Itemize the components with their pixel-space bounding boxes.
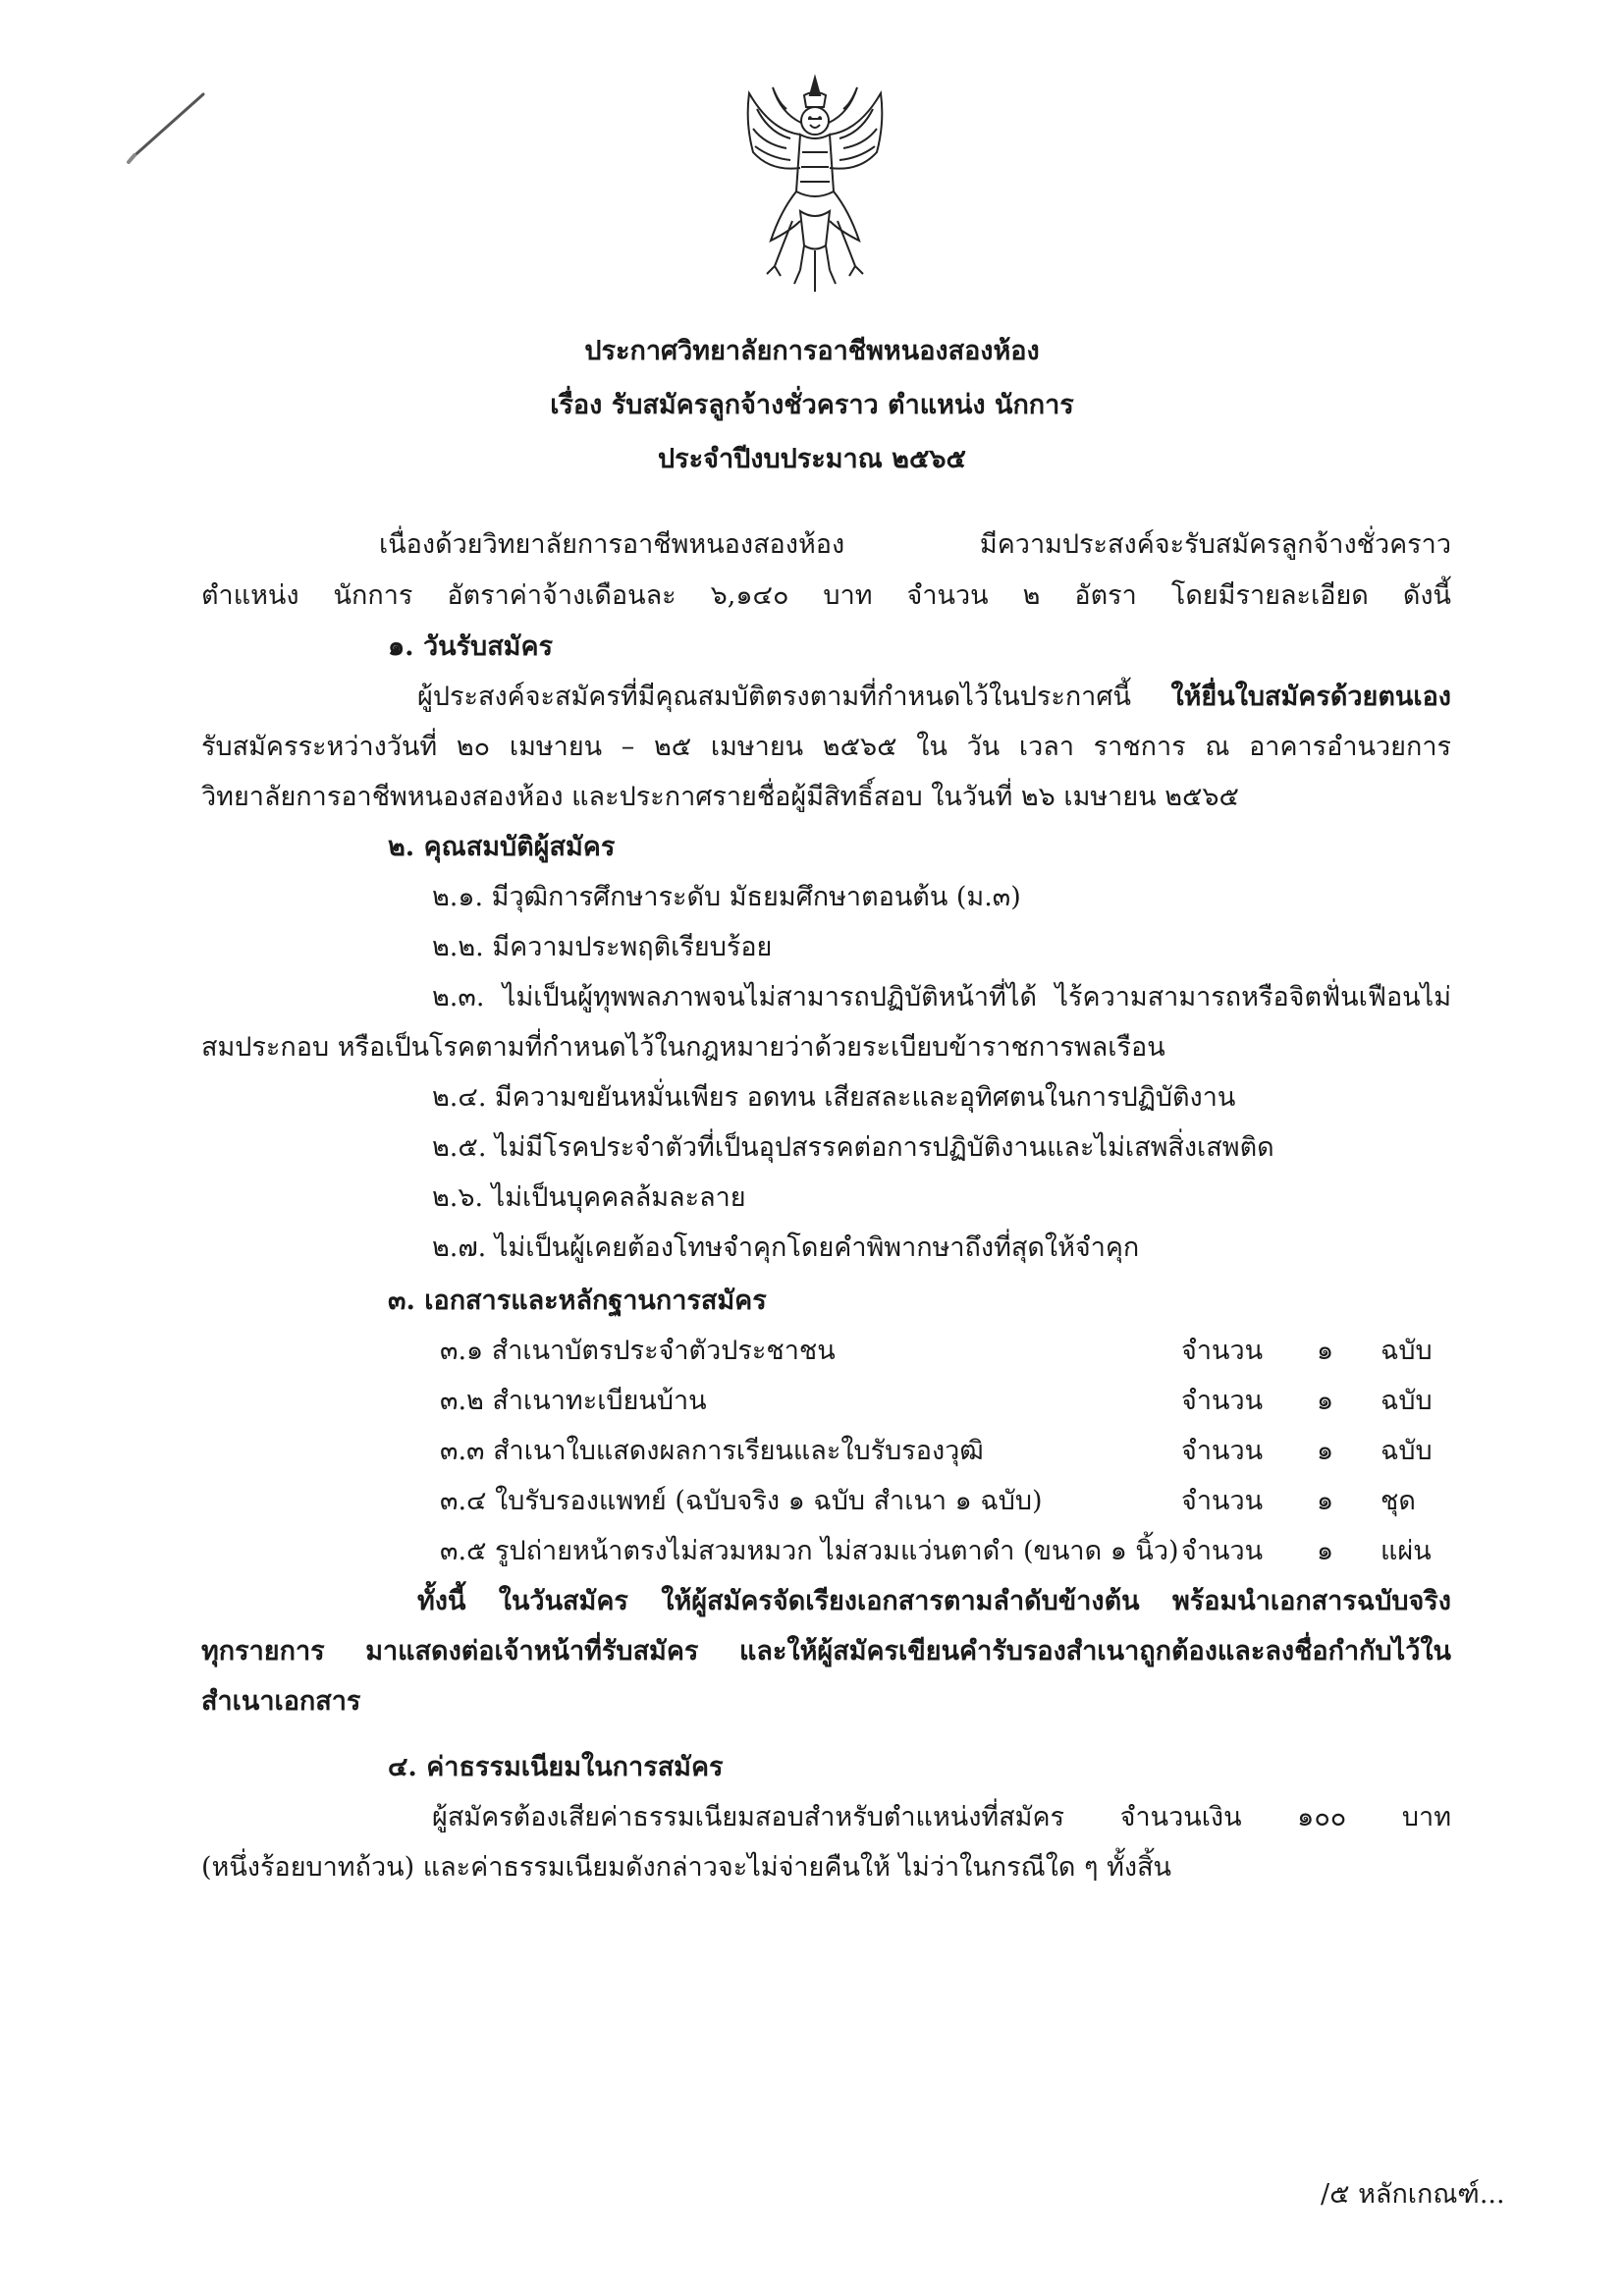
document-unit: แผ่น: [1380, 1536, 1432, 1566]
title-line-2: เรื่อง รับสมัครลูกจ้างชั่วคราว ตำแหน่ง นักการ: [550, 390, 1074, 420]
document-qty: ๑: [1317, 1536, 1334, 1566]
qualification-item-3-line-2: สมประกอบ หรือเป็นโรคตามที่กำหนดไว้ในกฎหมายว่าด้วยระเบียบข้าราชการพลเรือน: [201, 1032, 1165, 1063]
section-3-note-line-3: สำเนาเอกสาร: [201, 1686, 361, 1717]
qualification-item-5: ๒.๕. ไม่มีโรคประจำตัวที่เป็นอุปสรรคต่อการปฏิบัติงานและไม่เสพสิ่งเสพติด: [432, 1132, 1274, 1163]
document-name: ๓.๕ รูปถ่ายหน้าตรงไม่สวมหมวก ไม่สวมแว่นตาดำ (ขนาด ๑ นิ้ว): [440, 1536, 1179, 1566]
garuda-emblem-icon: [731, 74, 898, 300]
section-4-heading: ๔. ค่าธรรมเนียมในการสมัคร: [388, 1752, 724, 1782]
section-3-note-line-1: ทั้งนี้ ในวันสมัคร ให้ผู้สมัครจัดเรียงเอกสารตามลำดับข้างต้น พร้อมนำเอกสารฉบับจริง: [417, 1586, 1451, 1616]
qualification-item-2: ๒.๒. มีความประพฤติเรียบร้อย: [432, 932, 773, 962]
document-name: ๓.๔ ใบรับรองแพทย์ (ฉบับจริง ๑ ฉบับ สำเนา ๑ ฉบับ): [440, 1486, 1043, 1516]
intro-line-2: ตำแหน่ง นักการ อัตราค่าจ้างเดือนละ ๖,๑๔๐ บาท จำนวน ๒ อัตรา โดยมีรายละเอียด ดังนี้: [201, 580, 1451, 611]
document-row: [440, 1532, 1451, 1571]
document-name: ๓.๓ สำเนาใบแสดงผลการเรียนและใบรับรองวุฒิ: [440, 1436, 984, 1466]
qualification-item-4: ๒.๔. มีความขยันหมั่นเพียร อดทน เสียสละและอุทิศตนในการปฏิบัติงาน: [432, 1082, 1236, 1113]
document-name: ๓.๒ สำเนาทะเบียนบ้าน: [440, 1386, 707, 1416]
document-count-label: จำนวน: [1181, 1486, 1264, 1516]
document-count-label: จำนวน: [1181, 1536, 1264, 1566]
section-1-line-1-plain: ผู้ประสงค์จะสมัครที่มีคุณสมบัติตรงตามที่กำหนดไว้ในประกาศนี้: [417, 682, 1171, 712]
document-name: ๓.๑ สำเนาบัตรประจำตัวประชาชน: [440, 1336, 836, 1366]
pen-stroke-mark: [123, 88, 211, 167]
section-3-note-line-2: ทุกรายการ มาแสดงต่อเจ้าหน้าที่รับสมัคร และให้ผู้สมัครเขียนคำรับรองสำเนาถูกต้องและลงชื่อกำกับไว้ใน: [201, 1636, 1451, 1667]
section-1-line-2: รับสมัครระหว่างวันที่ ๒๐ เมษายน – ๒๕ เมษายน ๒๕๖๕ ใน วัน เวลา ราชการ ณ อาคารอำนวยการ: [201, 732, 1451, 762]
document-row: [440, 1332, 1451, 1371]
document-qty: ๑: [1317, 1436, 1334, 1466]
document-count-label: จำนวน: [1181, 1336, 1264, 1366]
document-unit: ชุด: [1380, 1486, 1416, 1516]
intro-line-1: เนื่องด้วยวิทยาลัยการอาชีพหนองสองห้อง มีความประสงค์จะรับสมัครลูกจ้างชั่วคราว: [379, 529, 1451, 560]
section-4-line-1: ผู้สมัครต้องเสียค่าธรรมเนียมสอบสำหรับตำแหน่งที่สมัคร จำนวนเงิน ๑๐๐ บาท: [432, 1802, 1451, 1832]
section-1-heading: ๑. วันรับสมัคร: [388, 631, 554, 662]
document-row: [440, 1482, 1451, 1521]
title-line-1: ประกาศวิทยาลัยการอาชีพหนองสองห้อง: [584, 336, 1040, 366]
qualification-item-7: ๒.๗. ไม่เป็นผู้เคยต้องโทษจำคุกโดยคำพิพากษาถึงที่สุดให้จำคุก: [432, 1232, 1140, 1263]
document-qty: ๑: [1317, 1336, 1334, 1366]
document-row: [440, 1382, 1451, 1421]
section-1-line-3: วิทยาลัยการอาชีพหนองสองห้อง และประกาศรายชื่อผู้มีสิทธิ์สอบ ในวันที่ ๒๖ เมษายน ๒๕๖๕: [201, 782, 1239, 812]
continuation-note: /๕ หลักเกณฑ์...: [1321, 2179, 1505, 2210]
document-unit: ฉบับ: [1380, 1336, 1433, 1366]
document-unit: ฉบับ: [1380, 1386, 1433, 1416]
section-3-heading: ๓. เอกสารและหลักฐานการสมัคร: [388, 1285, 767, 1316]
qualification-item-3-line-1: ๒.๓. ไม่เป็นผู้ทุพพลภาพจนไม่สามารถปฏิบัติหน้าที่ได้ ไร้ความสามารถหรือจิตฟั่นเฟือนไม่: [432, 982, 1451, 1012]
section-1-line-1: [417, 678, 1451, 717]
document-qty: ๑: [1317, 1386, 1334, 1416]
announcement-titles: [0, 324, 1624, 486]
document-unit: ฉบับ: [1380, 1436, 1433, 1466]
title-line-3: ประจำปีงบประมาณ ๒๕๖๕: [658, 444, 966, 474]
document-row: [440, 1432, 1451, 1471]
section-1-line-1-bold: ให้ยื่นใบสมัครด้วยตนเอง: [1170, 682, 1451, 712]
document-count-label: จำนวน: [1181, 1386, 1264, 1416]
qualification-item-1: ๒.๑. มีวุฒิการศึกษาระดับ มัธยมศึกษาตอนต้น (ม.๓): [432, 882, 1021, 912]
qualification-item-6: ๒.๖. ไม่เป็นบุคคลล้มละลาย: [432, 1182, 746, 1213]
document-qty: ๑: [1317, 1486, 1334, 1516]
section-2-heading: ๒. คุณสมบัติผู้สมัคร: [388, 832, 616, 862]
document-count-label: จำนวน: [1181, 1436, 1264, 1466]
section-4-line-2: (หนึ่งร้อยบาทถ้วน) และค่าธรรมเนียมดังกล่าวจะไม่จ่ายคืนให้ ไม่ว่าในกรณีใด ๆ ทั้งสิ้น: [201, 1852, 1172, 1883]
